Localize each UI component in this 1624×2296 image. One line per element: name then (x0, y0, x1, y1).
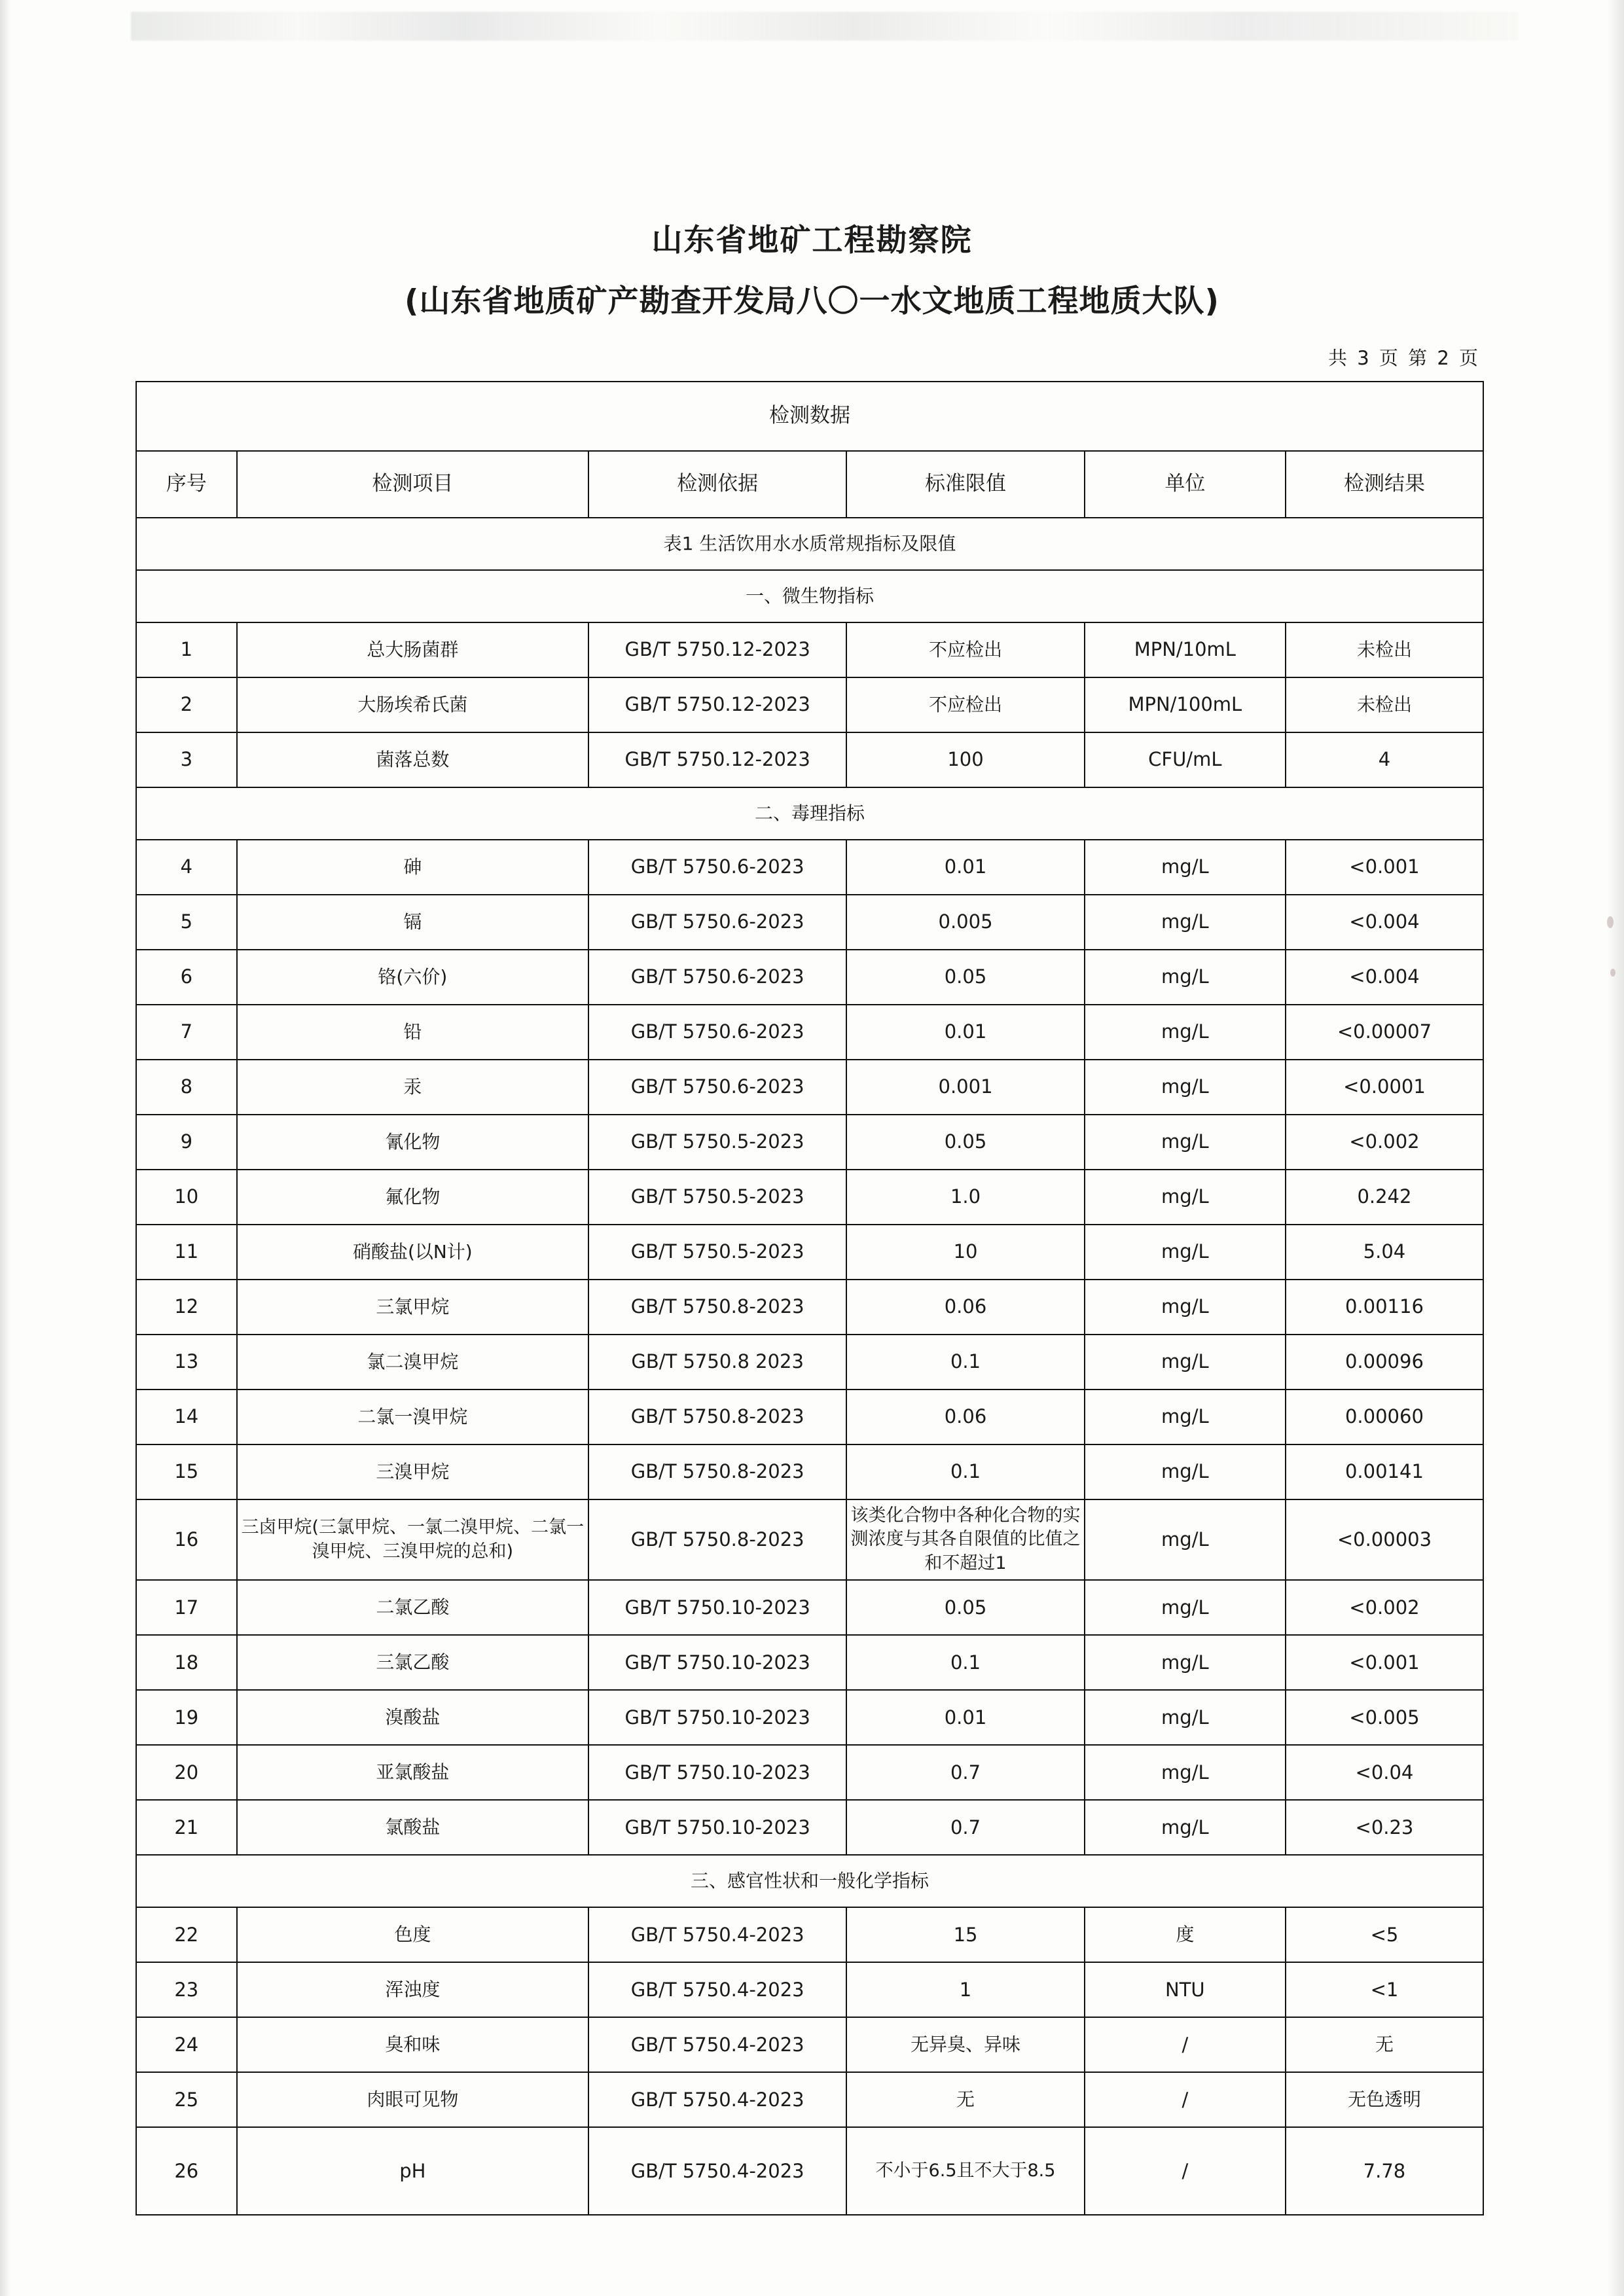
column-header-basis: 检测依据 (588, 451, 846, 518)
table-row (136, 1060, 1483, 1115)
table-row (136, 1499, 1483, 1580)
cell-basis: GB/T 5750.6-2023 (588, 1005, 846, 1060)
cell-limit: 0.01 (846, 1005, 1084, 1060)
cell-result: <0.004 (1286, 950, 1483, 1005)
cell-unit: mg/L (1085, 1280, 1286, 1335)
cell-basis: GB/T 5750.6-2023 (588, 950, 846, 1005)
cell-result: <0.002 (1286, 1580, 1483, 1635)
column-header-limit: 标准限值 (846, 451, 1084, 518)
cell-result: 0.242 (1286, 1170, 1483, 1225)
cell-basis: GB/T 5750.8-2023 (588, 1444, 846, 1499)
scan-artifact-top (131, 12, 1519, 41)
cell-limit: 1 (846, 1962, 1084, 2017)
cell-limit: 无异臭、异味 (846, 2017, 1084, 2072)
cell-no: 16 (136, 1499, 237, 1580)
cell-limit: 0.001 (846, 1060, 1084, 1115)
table-row (136, 1580, 1483, 1635)
cell-basis: GB/T 5750.12-2023 (588, 622, 846, 677)
cell-unit: MPN/10mL (1085, 622, 1286, 677)
cell-limit: 0.1 (846, 1635, 1084, 1690)
column-header-item: 检测项目 (237, 451, 589, 518)
cell-unit: CFU/mL (1085, 732, 1286, 787)
group-label-row (136, 787, 1483, 840)
cell-basis: GB/T 5750.8-2023 (588, 1280, 846, 1335)
cell-limit: 0.005 (846, 895, 1084, 950)
cell-item: 溴酸盐 (237, 1690, 589, 1745)
cell-no: 13 (136, 1335, 237, 1390)
table-row (136, 1800, 1483, 1855)
cell-item: 三卤甲烷(三氯甲烷、一氯二溴甲烷、二氯一溴甲烷、三溴甲烷的总和) (237, 1499, 589, 1580)
table-row (136, 1335, 1483, 1390)
cell-no: 7 (136, 1005, 237, 1060)
cell-limit: 无 (846, 2072, 1084, 2127)
table-title: 检测数据 (136, 382, 1483, 451)
cell-limit: 0.1 (846, 1444, 1084, 1499)
cell-unit: mg/L (1085, 1060, 1286, 1115)
cell-item: 菌落总数 (237, 732, 589, 787)
table-row (136, 840, 1483, 895)
cell-basis: GB/T 5750.10-2023 (588, 1690, 846, 1745)
cell-basis: GB/T 5750.12-2023 (588, 677, 846, 732)
cell-result: <0.001 (1286, 840, 1483, 895)
cell-limit: 10 (846, 1225, 1084, 1280)
cell-limit: 0.06 (846, 1280, 1084, 1335)
table-row (136, 732, 1483, 787)
table-row (136, 1170, 1483, 1225)
cell-result: <0.002 (1286, 1115, 1483, 1170)
cell-unit: / (1085, 2127, 1286, 2215)
test-data-table (135, 381, 1484, 2215)
cell-unit: mg/L (1085, 1800, 1286, 1855)
document-header (0, 216, 1624, 321)
table-row (136, 1690, 1483, 1745)
cell-result: <0.005 (1286, 1690, 1483, 1745)
group-label: 三、感官性状和一般化学指标 (136, 1855, 1483, 1907)
cell-basis: GB/T 5750.8-2023 (588, 1390, 846, 1444)
cell-basis: GB/T 5750.6-2023 (588, 840, 846, 895)
cell-item: 三氯甲烷 (237, 1280, 589, 1335)
cell-item: 氯二溴甲烷 (237, 1335, 589, 1390)
cell-basis: GB/T 5750.4-2023 (588, 1907, 846, 1962)
cell-result: <0.00007 (1286, 1005, 1483, 1060)
cell-no: 25 (136, 2072, 237, 2127)
cell-unit: mg/L (1085, 1335, 1286, 1390)
cell-no: 15 (136, 1444, 237, 1499)
cell-basis: GB/T 5750.10-2023 (588, 1800, 846, 1855)
table-row (136, 1635, 1483, 1690)
cell-no: 11 (136, 1225, 237, 1280)
cell-result: <0.04 (1286, 1745, 1483, 1800)
cell-item: 氯酸盐 (237, 1800, 589, 1855)
cell-basis: GB/T 5750.4-2023 (588, 1962, 846, 2017)
cell-item: 铬(六价) (237, 950, 589, 1005)
cell-no: 10 (136, 1170, 237, 1225)
table-header-row (136, 451, 1483, 518)
cell-result: 0.00060 (1286, 1390, 1483, 1444)
cell-unit: mg/L (1085, 895, 1286, 950)
cell-result: 0.00141 (1286, 1444, 1483, 1499)
cell-basis: GB/T 5750.12-2023 (588, 732, 846, 787)
table-row (136, 1962, 1483, 2017)
cell-limit: 该类化合物中各种化合物的实测浓度与其各自限值的比值之和不超过1 (846, 1499, 1084, 1580)
cell-basis: GB/T 5750.8-2023 (588, 1499, 846, 1580)
cell-item: 二氯一溴甲烷 (237, 1390, 589, 1444)
cell-basis: GB/T 5750.4-2023 (588, 2072, 846, 2127)
cell-unit: mg/L (1085, 1170, 1286, 1225)
cell-result: 5.04 (1286, 1225, 1483, 1280)
cell-limit: 0.05 (846, 1115, 1084, 1170)
cell-result: 未检出 (1286, 677, 1483, 732)
cell-basis: GB/T 5750.5-2023 (588, 1170, 846, 1225)
cell-item: 氰化物 (237, 1115, 589, 1170)
cell-limit: 0.7 (846, 1800, 1084, 1855)
table-row (136, 1115, 1483, 1170)
cell-result: 7.78 (1286, 2127, 1483, 2215)
cell-unit: MPN/100mL (1085, 677, 1286, 732)
cell-no: 12 (136, 1280, 237, 1335)
cell-limit: 不小于6.5且不大于8.5 (846, 2127, 1084, 2215)
cell-unit: / (1085, 2072, 1286, 2127)
cell-result: 4 (1286, 732, 1483, 787)
cell-result: 无色透明 (1286, 2072, 1483, 2127)
cell-basis: GB/T 5750.5-2023 (588, 1225, 846, 1280)
table-row (136, 950, 1483, 1005)
cell-basis: GB/T 5750.10-2023 (588, 1635, 846, 1690)
cell-limit: 0.1 (846, 1335, 1084, 1390)
cell-unit: 度 (1085, 1907, 1286, 1962)
table-row (136, 1005, 1483, 1060)
table-row (136, 2072, 1483, 2127)
cell-limit: 0.05 (846, 1580, 1084, 1635)
cell-basis: GB/T 5750.5-2023 (588, 1115, 846, 1170)
cell-no: 8 (136, 1060, 237, 1115)
cell-result: <0.23 (1286, 1800, 1483, 1855)
cell-item: 砷 (237, 840, 589, 895)
cell-item: 总大肠菌群 (237, 622, 589, 677)
cell-limit: 0.05 (846, 950, 1084, 1005)
table-row (136, 1745, 1483, 1800)
cell-limit: 0.7 (846, 1745, 1084, 1800)
cell-no: 17 (136, 1580, 237, 1635)
cell-unit: mg/L (1085, 1745, 1286, 1800)
table-row (136, 1444, 1483, 1499)
scan-edge-left (0, 0, 10, 2296)
cell-no: 20 (136, 1745, 237, 1800)
group-label: 一、微生物指标 (136, 570, 1483, 622)
cell-limit: 15 (846, 1907, 1084, 1962)
cell-no: 6 (136, 950, 237, 1005)
cell-item: 亚氯酸盐 (237, 1745, 589, 1800)
scan-speck (1610, 969, 1615, 977)
cell-unit: mg/L (1085, 1580, 1286, 1635)
organization-title-secondary: (山东省地质矿产勘查开发局八〇一水文地质工程地质大队) (405, 283, 1219, 319)
organization-title-primary: 山东省地矿工程勘察院 (651, 223, 973, 259)
cell-item: 二氯乙酸 (237, 1580, 589, 1635)
cell-unit: mg/L (1085, 1005, 1286, 1060)
cell-no: 19 (136, 1690, 237, 1745)
cell-basis: GB/T 5750.10-2023 (588, 1580, 846, 1635)
table-section-row (136, 518, 1483, 570)
cell-item: 硝酸盐(以N计) (237, 1225, 589, 1280)
cell-basis: GB/T 5750.4-2023 (588, 2017, 846, 2072)
cell-item: 汞 (237, 1060, 589, 1115)
cell-no: 9 (136, 1115, 237, 1170)
cell-no: 23 (136, 1962, 237, 2017)
cell-limit: 不应检出 (846, 622, 1084, 677)
cell-item: 三溴甲烷 (237, 1444, 589, 1499)
cell-result: <0.0001 (1286, 1060, 1483, 1115)
cell-no: 2 (136, 677, 237, 732)
cell-unit: / (1085, 2017, 1286, 2072)
cell-limit: 0.06 (846, 1390, 1084, 1444)
cell-item: 氟化物 (237, 1170, 589, 1225)
cell-result: 0.00096 (1286, 1335, 1483, 1390)
table-row (136, 1280, 1483, 1335)
column-header-result: 检测结果 (1286, 451, 1483, 518)
cell-no: 18 (136, 1635, 237, 1690)
scan-speck (1607, 916, 1614, 928)
cell-basis: GB/T 5750.4-2023 (588, 2127, 846, 2215)
table-row (136, 1390, 1483, 1444)
cell-no: 3 (136, 732, 237, 787)
page-indicator: 共 3 页 第 2 页 (1328, 347, 1480, 369)
cell-no: 1 (136, 622, 237, 677)
cell-unit: mg/L (1085, 1690, 1286, 1745)
group-label-row (136, 570, 1483, 622)
cell-limit: 0.01 (846, 840, 1084, 895)
cell-basis: GB/T 5750.10-2023 (588, 1745, 846, 1800)
cell-item: 臭和味 (237, 2017, 589, 2072)
table-row (136, 2017, 1483, 2072)
table-row (136, 895, 1483, 950)
cell-result: <0.001 (1286, 1635, 1483, 1690)
table-row (136, 1907, 1483, 1962)
cell-result: 0.00116 (1286, 1280, 1483, 1335)
cell-unit: NTU (1085, 1962, 1286, 2017)
cell-no: 21 (136, 1800, 237, 1855)
table-row (136, 622, 1483, 677)
column-header-unit: 单位 (1085, 451, 1286, 518)
cell-item: 镉 (237, 895, 589, 950)
cell-basis: GB/T 5750.8 2023 (588, 1335, 846, 1390)
cell-unit: mg/L (1085, 1499, 1286, 1580)
cell-result: 未检出 (1286, 622, 1483, 677)
cell-limit: 不应检出 (846, 677, 1084, 732)
cell-item: 浑浊度 (237, 1962, 589, 2017)
table-title-row (136, 382, 1483, 451)
cell-result: <0.00003 (1286, 1499, 1483, 1580)
table-row (136, 2127, 1483, 2215)
cell-limit: 1.0 (846, 1170, 1084, 1225)
cell-item: 肉眼可见物 (237, 2072, 589, 2127)
cell-no: 5 (136, 895, 237, 950)
cell-result: <1 (1286, 1962, 1483, 2017)
scan-edge-right (1607, 0, 1624, 2296)
group-label-row (136, 1855, 1483, 1907)
cell-unit: mg/L (1085, 1635, 1286, 1690)
cell-no: 24 (136, 2017, 237, 2072)
cell-item: pH (237, 2127, 589, 2215)
cell-unit: mg/L (1085, 840, 1286, 895)
cell-limit: 0.01 (846, 1690, 1084, 1745)
cell-item: 色度 (237, 1907, 589, 1962)
group-label: 二、毒理指标 (136, 787, 1483, 840)
cell-item: 铅 (237, 1005, 589, 1060)
cell-no: 22 (136, 1907, 237, 1962)
cell-result: <5 (1286, 1907, 1483, 1962)
cell-limit: 100 (846, 732, 1084, 787)
column-header-no: 序号 (136, 451, 237, 518)
section-title: 表1 生活饮用水水质常规指标及限值 (136, 518, 1483, 570)
cell-basis: GB/T 5750.6-2023 (588, 895, 846, 950)
cell-result: <0.004 (1286, 895, 1483, 950)
cell-item: 大肠埃希氏菌 (237, 677, 589, 732)
cell-unit: mg/L (1085, 1444, 1286, 1499)
table-row (136, 677, 1483, 732)
cell-no: 4 (136, 840, 237, 895)
cell-unit: mg/L (1085, 1225, 1286, 1280)
cell-no: 26 (136, 2127, 237, 2215)
table-row (136, 1225, 1483, 1280)
cell-result: 无 (1286, 2017, 1483, 2072)
cell-unit: mg/L (1085, 1390, 1286, 1444)
cell-unit: mg/L (1085, 1115, 1286, 1170)
cell-basis: GB/T 5750.6-2023 (588, 1060, 846, 1115)
cell-no: 14 (136, 1390, 237, 1444)
cell-unit: mg/L (1085, 950, 1286, 1005)
cell-item: 三氯乙酸 (237, 1635, 589, 1690)
